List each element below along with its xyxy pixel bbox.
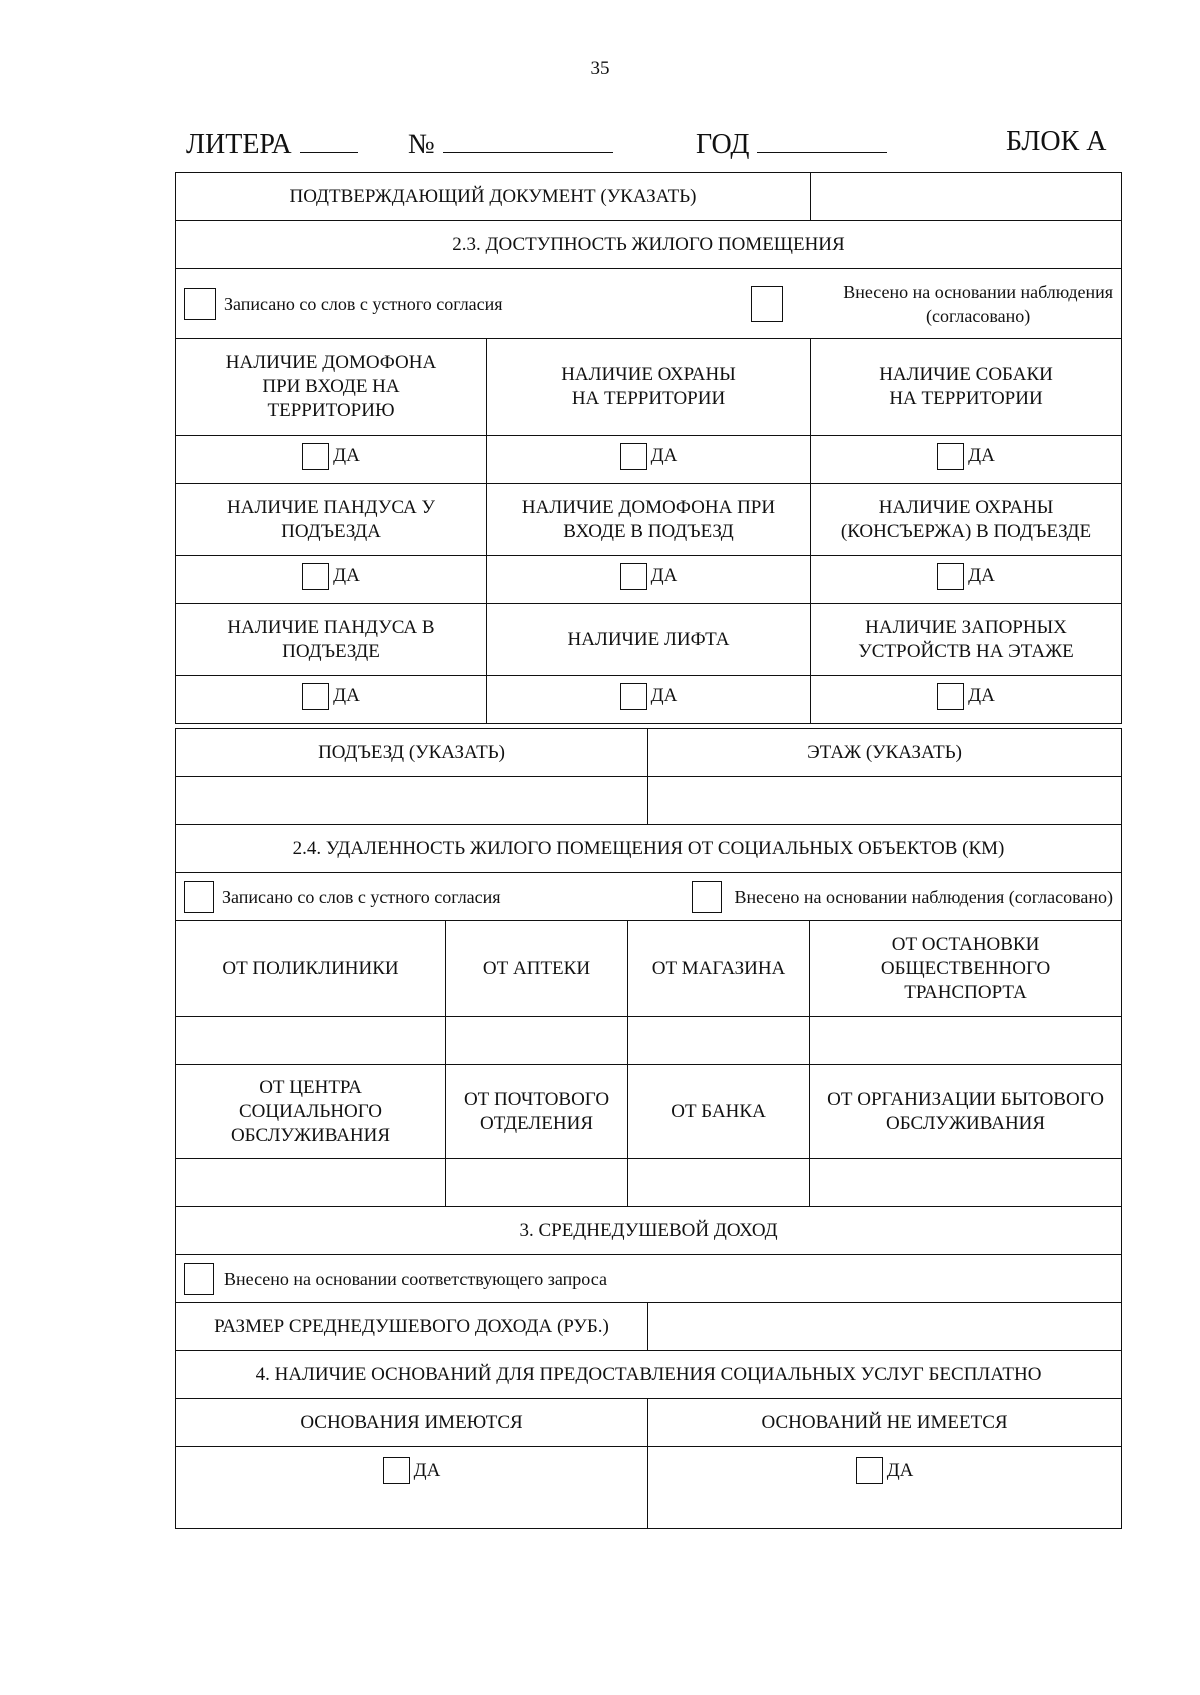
section-3-title: 3. СРЕДНЕДУШЕВОЙ ДОХОД (176, 1207, 1122, 1255)
yes-label: ДА (968, 685, 995, 706)
intercom-territory-label: НАЛИЧИЕ ДОМОФОНА ПРИ ВХОДЕ НА ТЕРРИТОРИЮ (176, 339, 487, 436)
supporting-document-label: ПОДТВЕРЖДАЮЩИЙ ДОКУМЕНТ (УКАЗАТЬ) (176, 173, 811, 221)
distance-oral-consent-option (184, 881, 501, 913)
security-territory-label: НАЛИЧИЕ ОХРАНЫ НА ТЕРРИТОРИИ (487, 339, 811, 436)
oral-consent-label: Записано со слов с устного согласия (224, 293, 503, 314)
ramp-inside-checkbox[interactable] (302, 683, 329, 710)
number-label: № (408, 129, 435, 160)
yes-label: ДА (968, 445, 995, 466)
page-number: 35 (590, 58, 610, 79)
section-2-3-title: 2.3. ДОСТУПНОСТЬ ЖИЛОГО ПОМЕЩЕНИЯ (176, 221, 1122, 269)
no-grounds-label: ОСНОВАНИЙ НЕ ИМЕЕТСЯ (648, 1399, 1122, 1447)
income-label: РАЗМЕР СРЕДНЕДУШЕВОГО ДОХОДА (РУБ.) (176, 1303, 648, 1351)
litera-field (186, 126, 358, 161)
concierge-entrance-yes (937, 563, 995, 590)
elevator-yes (620, 683, 678, 710)
intercom-entrance-yes (620, 563, 678, 590)
consumer-services-value[interactable] (810, 1159, 1122, 1207)
form-header (186, 126, 1106, 166)
grounds-exist-yes (383, 1457, 441, 1484)
block-label: БЛОК А (1006, 126, 1107, 157)
year-blank[interactable] (757, 126, 887, 153)
section-2-4-title: 2.4. УДАЛЕННОСТЬ ЖИЛОГО ПОМЕЩЕНИЯ ОТ СОЦИАЛЬНЫХ ОБЪЕКТОВ (КМ) (176, 825, 1122, 873)
intercom-entrance-label: НАЛИЧИЕ ДОМОФОНА ПРИ ВХОДЕ В ПОДЪЕЗД (487, 484, 811, 556)
yes-label: ДА (968, 565, 995, 586)
observation-checkbox[interactable] (751, 286, 783, 322)
locks-floor-checkbox[interactable] (937, 683, 964, 710)
ramp-inside-yes (302, 683, 360, 710)
yes-label: ДА (333, 685, 360, 706)
yes-label: ДА (650, 445, 678, 466)
oral-consent-checkbox[interactable] (184, 288, 216, 320)
observation-label-line1: Внесено на основании наблюдения (843, 281, 1114, 302)
floor-specify-label: ЭТАЖ (УКАЗАТЬ) (648, 729, 1122, 777)
intercom-entrance-checkbox[interactable] (620, 563, 647, 590)
distance-oral-consent-label: Записано со слов с устного согласия (222, 886, 501, 907)
consumer-services-label: ОТ ОРГАНИЗАЦИИ БЫТОВОГО ОБСЛУЖИВАНИЯ (810, 1065, 1122, 1159)
dog-territory-checkbox[interactable] (937, 443, 964, 470)
distance-oral-consent-checkbox[interactable] (184, 881, 214, 913)
number-blank[interactable] (443, 126, 613, 153)
social-center-value[interactable] (176, 1159, 446, 1207)
shop-value[interactable] (628, 1017, 810, 1065)
section-2-3-source-row (176, 269, 1122, 339)
locks-floor-yes (937, 683, 995, 710)
litera-label: ЛИТЕРА (186, 129, 292, 160)
security-territory-yes (620, 443, 678, 470)
transport-stop-label: ОТ ОСТАНОВКИ ОБЩЕСТВЕННОГО ТРАНСПОРТА (810, 921, 1122, 1017)
bank-value[interactable] (628, 1159, 810, 1207)
dog-territory-yes (937, 443, 995, 470)
yes-label: ДА (333, 445, 360, 466)
yes-label: ДА (650, 565, 678, 586)
ramp-entrance-checkbox[interactable] (302, 563, 329, 590)
post-office-label: ОТ ПОЧТОВОГО ОТДЕЛЕНИЯ (446, 1065, 628, 1159)
grounds-exist-checkbox[interactable] (383, 1457, 410, 1484)
locks-floor-label: НАЛИЧИЕ ЗАПОРНЫХ УСТРОЙСТВ НА ЭТАЖЕ (811, 604, 1122, 676)
accessibility-table (175, 172, 1122, 724)
section-3-source-row (176, 1255, 1122, 1303)
pharmacy-value[interactable] (446, 1017, 628, 1065)
litera-blank[interactable] (300, 126, 358, 153)
yes-label: ДА (886, 1459, 914, 1481)
supporting-document-value[interactable] (811, 173, 1122, 221)
number-field (408, 126, 613, 161)
elevator-label: НАЛИЧИЕ ЛИФТА (487, 604, 811, 676)
request-note-option (184, 1263, 1113, 1295)
dog-territory-label: НАЛИЧИЕ СОБАКИ НА ТЕРРИТОРИИ (811, 339, 1122, 436)
security-territory-checkbox[interactable] (620, 443, 647, 470)
intercom-territory-yes (302, 443, 360, 470)
bank-label: ОТ БАНКА (628, 1065, 810, 1159)
yes-label: ДА (650, 685, 678, 706)
section-2-4-source-row (176, 873, 1122, 921)
yes-label: ДА (333, 565, 360, 586)
entrance-specify-label: ПОДЪЕЗД (УКАЗАТЬ) (176, 729, 648, 777)
request-note-checkbox[interactable] (184, 1263, 214, 1295)
distance-observation-label: Внесено на основании наблюдения (согласовано) (734, 886, 1114, 907)
income-value[interactable] (648, 1303, 1122, 1351)
observation-option (843, 280, 1113, 328)
ramp-inside-label: НАЛИЧИЕ ПАНДУСА В ПОДЪЕЗДЕ (176, 604, 487, 676)
concierge-entrance-label: НАЛИЧИЕ ОХРАНЫ (КОНСЪЕРЖА) В ПОДЪЕЗДЕ (811, 484, 1122, 556)
ramp-entrance-label: НАЛИЧИЕ ПАНДУСА У ПОДЪЕЗДА (176, 484, 487, 556)
concierge-entrance-checkbox[interactable] (937, 563, 964, 590)
yes-label: ДА (413, 1459, 441, 1481)
clinic-label: ОТ ПОЛИКЛИНИКИ (176, 921, 446, 1017)
grounds-exist-label: ОСНОВАНИЯ ИМЕЮТСЯ (176, 1399, 648, 1447)
no-grounds-yes (856, 1457, 914, 1484)
floor-value[interactable] (648, 777, 1122, 825)
year-field (696, 126, 887, 161)
post-office-value[interactable] (446, 1159, 628, 1207)
intercom-territory-checkbox[interactable] (302, 443, 329, 470)
year-label: ГОД (696, 129, 750, 160)
pharmacy-label: ОТ АПТЕКИ (446, 921, 628, 1017)
transport-stop-value[interactable] (810, 1017, 1122, 1065)
section-4-title: 4. НАЛИЧИЕ ОСНОВАНИЙ ДЛЯ ПРЕДОСТАВЛЕНИЯ СОЦИАЛЬНЫХ УСЛУГ БЕСПЛАТНО (176, 1351, 1122, 1399)
request-note-label: Внесено на основании соответствующего запроса (224, 1268, 607, 1289)
social-center-label: ОТ ЦЕНТРА СОЦИАЛЬНОГО ОБСЛУЖИВАНИЯ (176, 1065, 446, 1159)
distance-observation-option (692, 881, 1113, 913)
distance-observation-checkbox[interactable] (692, 881, 722, 913)
shop-label: ОТ МАГАЗИНА (628, 921, 810, 1017)
distance-income-table (175, 728, 1122, 1529)
oral-consent-option (184, 288, 503, 320)
elevator-checkbox[interactable] (620, 683, 647, 710)
clinic-value[interactable] (176, 1017, 446, 1065)
entrance-value[interactable] (176, 777, 648, 825)
observation-label-line2: (согласовано) (925, 305, 1031, 326)
no-grounds-checkbox[interactable] (856, 1457, 883, 1484)
ramp-entrance-yes (302, 563, 360, 590)
